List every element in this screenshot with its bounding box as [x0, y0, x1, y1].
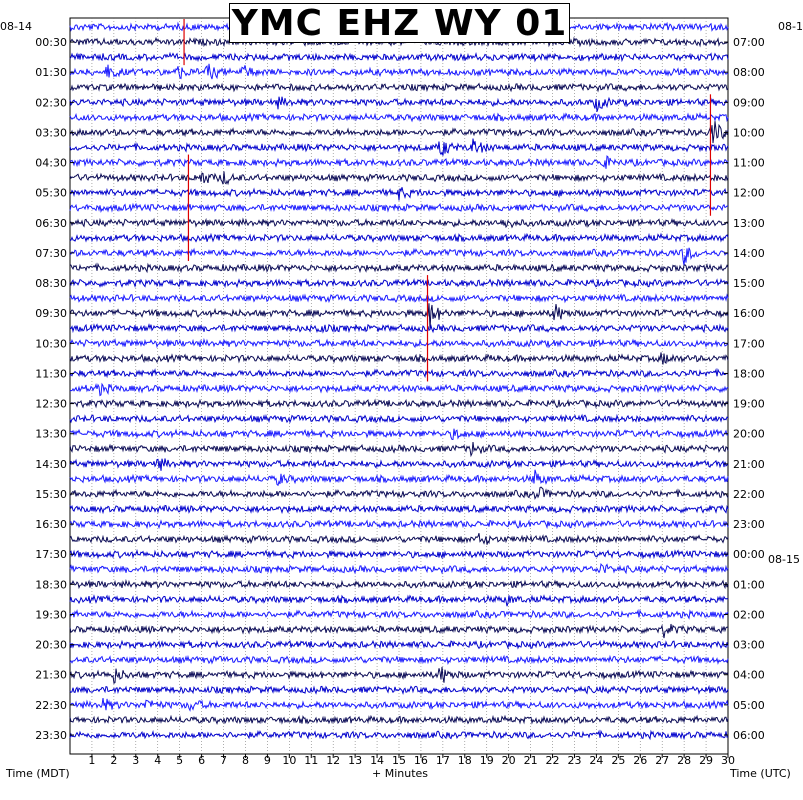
x-tick-label: 14: [370, 754, 385, 767]
x-tick-label: 26: [633, 754, 648, 767]
right-tick-label: 03:00: [733, 638, 765, 652]
x-tick-label: 17: [435, 754, 450, 767]
left-tick-label: 15:30: [35, 487, 67, 501]
x-tick-label: 4: [154, 754, 162, 767]
x-tick-label: 16: [413, 754, 428, 767]
right-tick-label: 09:00: [733, 96, 765, 110]
x-tick-label: 27: [655, 754, 670, 767]
right-tick-label: 02:00: [733, 608, 765, 622]
right-tick-label: 07:00: [733, 36, 765, 50]
x-tick-label: 6: [198, 754, 206, 767]
right-tick-label: 20:00: [733, 427, 765, 441]
x-tick-label: 18: [457, 754, 472, 767]
left-tick-label: 21:30: [35, 668, 67, 682]
right-tick-label: 19:00: [733, 397, 765, 411]
left-tick-label: 13:30: [35, 427, 67, 441]
x-tick-label: 29: [699, 754, 714, 767]
right-tick-label: 12:00: [733, 186, 765, 200]
right-tick-label: 01:00: [733, 578, 765, 592]
right-tick-label: 13:00: [733, 216, 765, 230]
left-tick-label: 20:30: [35, 638, 67, 652]
left-axis-label: Time (MDT): [6, 767, 70, 780]
x-tick-label: 7: [220, 754, 228, 767]
left-tick-label: 12:30: [35, 397, 67, 411]
left-tick-label: 05:30: [35, 186, 67, 200]
left-tick-label: 02:30: [35, 96, 67, 110]
left-tick-label: 03:30: [35, 126, 67, 140]
x-tick-label: 5: [176, 754, 184, 767]
x-tick-label: 20: [501, 754, 516, 767]
left-tick-label: 22:30: [35, 698, 67, 712]
right-tick-label: 16:00: [733, 307, 765, 321]
left-tick-label: 06:30: [35, 216, 67, 230]
x-tick-label: 12: [326, 754, 341, 767]
left-tick-label: 08:30: [35, 277, 67, 291]
right-tick-label: 04:00: [733, 668, 765, 682]
right-tick-label: 18:00: [733, 367, 765, 381]
right-tick-label: 21:00: [733, 457, 765, 471]
left-tick-label: 14:30: [35, 457, 67, 471]
x-tick-label: 28: [677, 754, 692, 767]
x-tick-label: 3: [132, 754, 140, 767]
left-tick-label: 18:30: [35, 578, 67, 592]
right-tick-label: 17:00: [733, 337, 765, 351]
x-tick-label: 21: [523, 754, 538, 767]
x-tick-label: 10: [282, 754, 297, 767]
right-date-label-top: 08-1: [778, 20, 803, 33]
right-axis-label: Time (UTC): [730, 767, 791, 780]
right-tick-label: 08:00: [733, 66, 765, 80]
x-tick-label: 25: [611, 754, 626, 767]
left-tick-label: 04:30: [35, 156, 67, 170]
left-tick-label: 17:30: [35, 548, 67, 562]
left-tick-label: 10:30: [35, 337, 67, 351]
x-tick-label: 24: [589, 754, 604, 767]
x-axis-label: + Minutes: [372, 767, 429, 780]
x-tick-label: 19: [479, 754, 494, 767]
left-tick-label: 01:30: [35, 66, 67, 80]
x-tick-label: 30: [721, 754, 735, 767]
x-tick-label: 11: [304, 754, 319, 767]
right-tick-label: 10:00: [733, 126, 765, 140]
left-tick-label: 19:30: [35, 608, 67, 622]
right-tick-label: 15:00: [733, 277, 765, 291]
right-tick-label: 06:00: [733, 729, 765, 742]
right-tick-label: 05:00: [733, 698, 765, 712]
left-tick-label: 00:30: [35, 36, 67, 50]
x-tick-label: 1: [88, 754, 96, 767]
right-tick-label: 23:00: [733, 518, 765, 532]
left-tick-label: 23:30: [35, 729, 67, 742]
right-tick-label: 14:00: [733, 246, 765, 260]
x-tick-label: 2: [110, 754, 118, 767]
x-tick-label: 22: [545, 754, 560, 767]
right-tick-label: 00:00: [733, 548, 765, 562]
right-date-label-mid: 08-15: [768, 553, 800, 566]
right-tick-label: 11:00: [733, 156, 765, 170]
right-tick-label: 22:00: [733, 487, 765, 501]
x-tick-label: 8: [241, 754, 249, 767]
left-date-label: 08-14: [0, 20, 32, 33]
left-tick-label: 11:30: [35, 367, 67, 381]
left-tick-label: 16:30: [35, 518, 67, 532]
x-tick-label: 13: [348, 754, 363, 767]
chart-title: YMC EHZ WY 01: [229, 3, 570, 43]
x-tick-label: 9: [263, 754, 271, 767]
left-tick-label: 09:30: [35, 307, 67, 321]
left-tick-label: 07:30: [35, 246, 67, 260]
x-tick-label: 15: [392, 754, 406, 767]
x-tick-label: 23: [567, 754, 582, 767]
